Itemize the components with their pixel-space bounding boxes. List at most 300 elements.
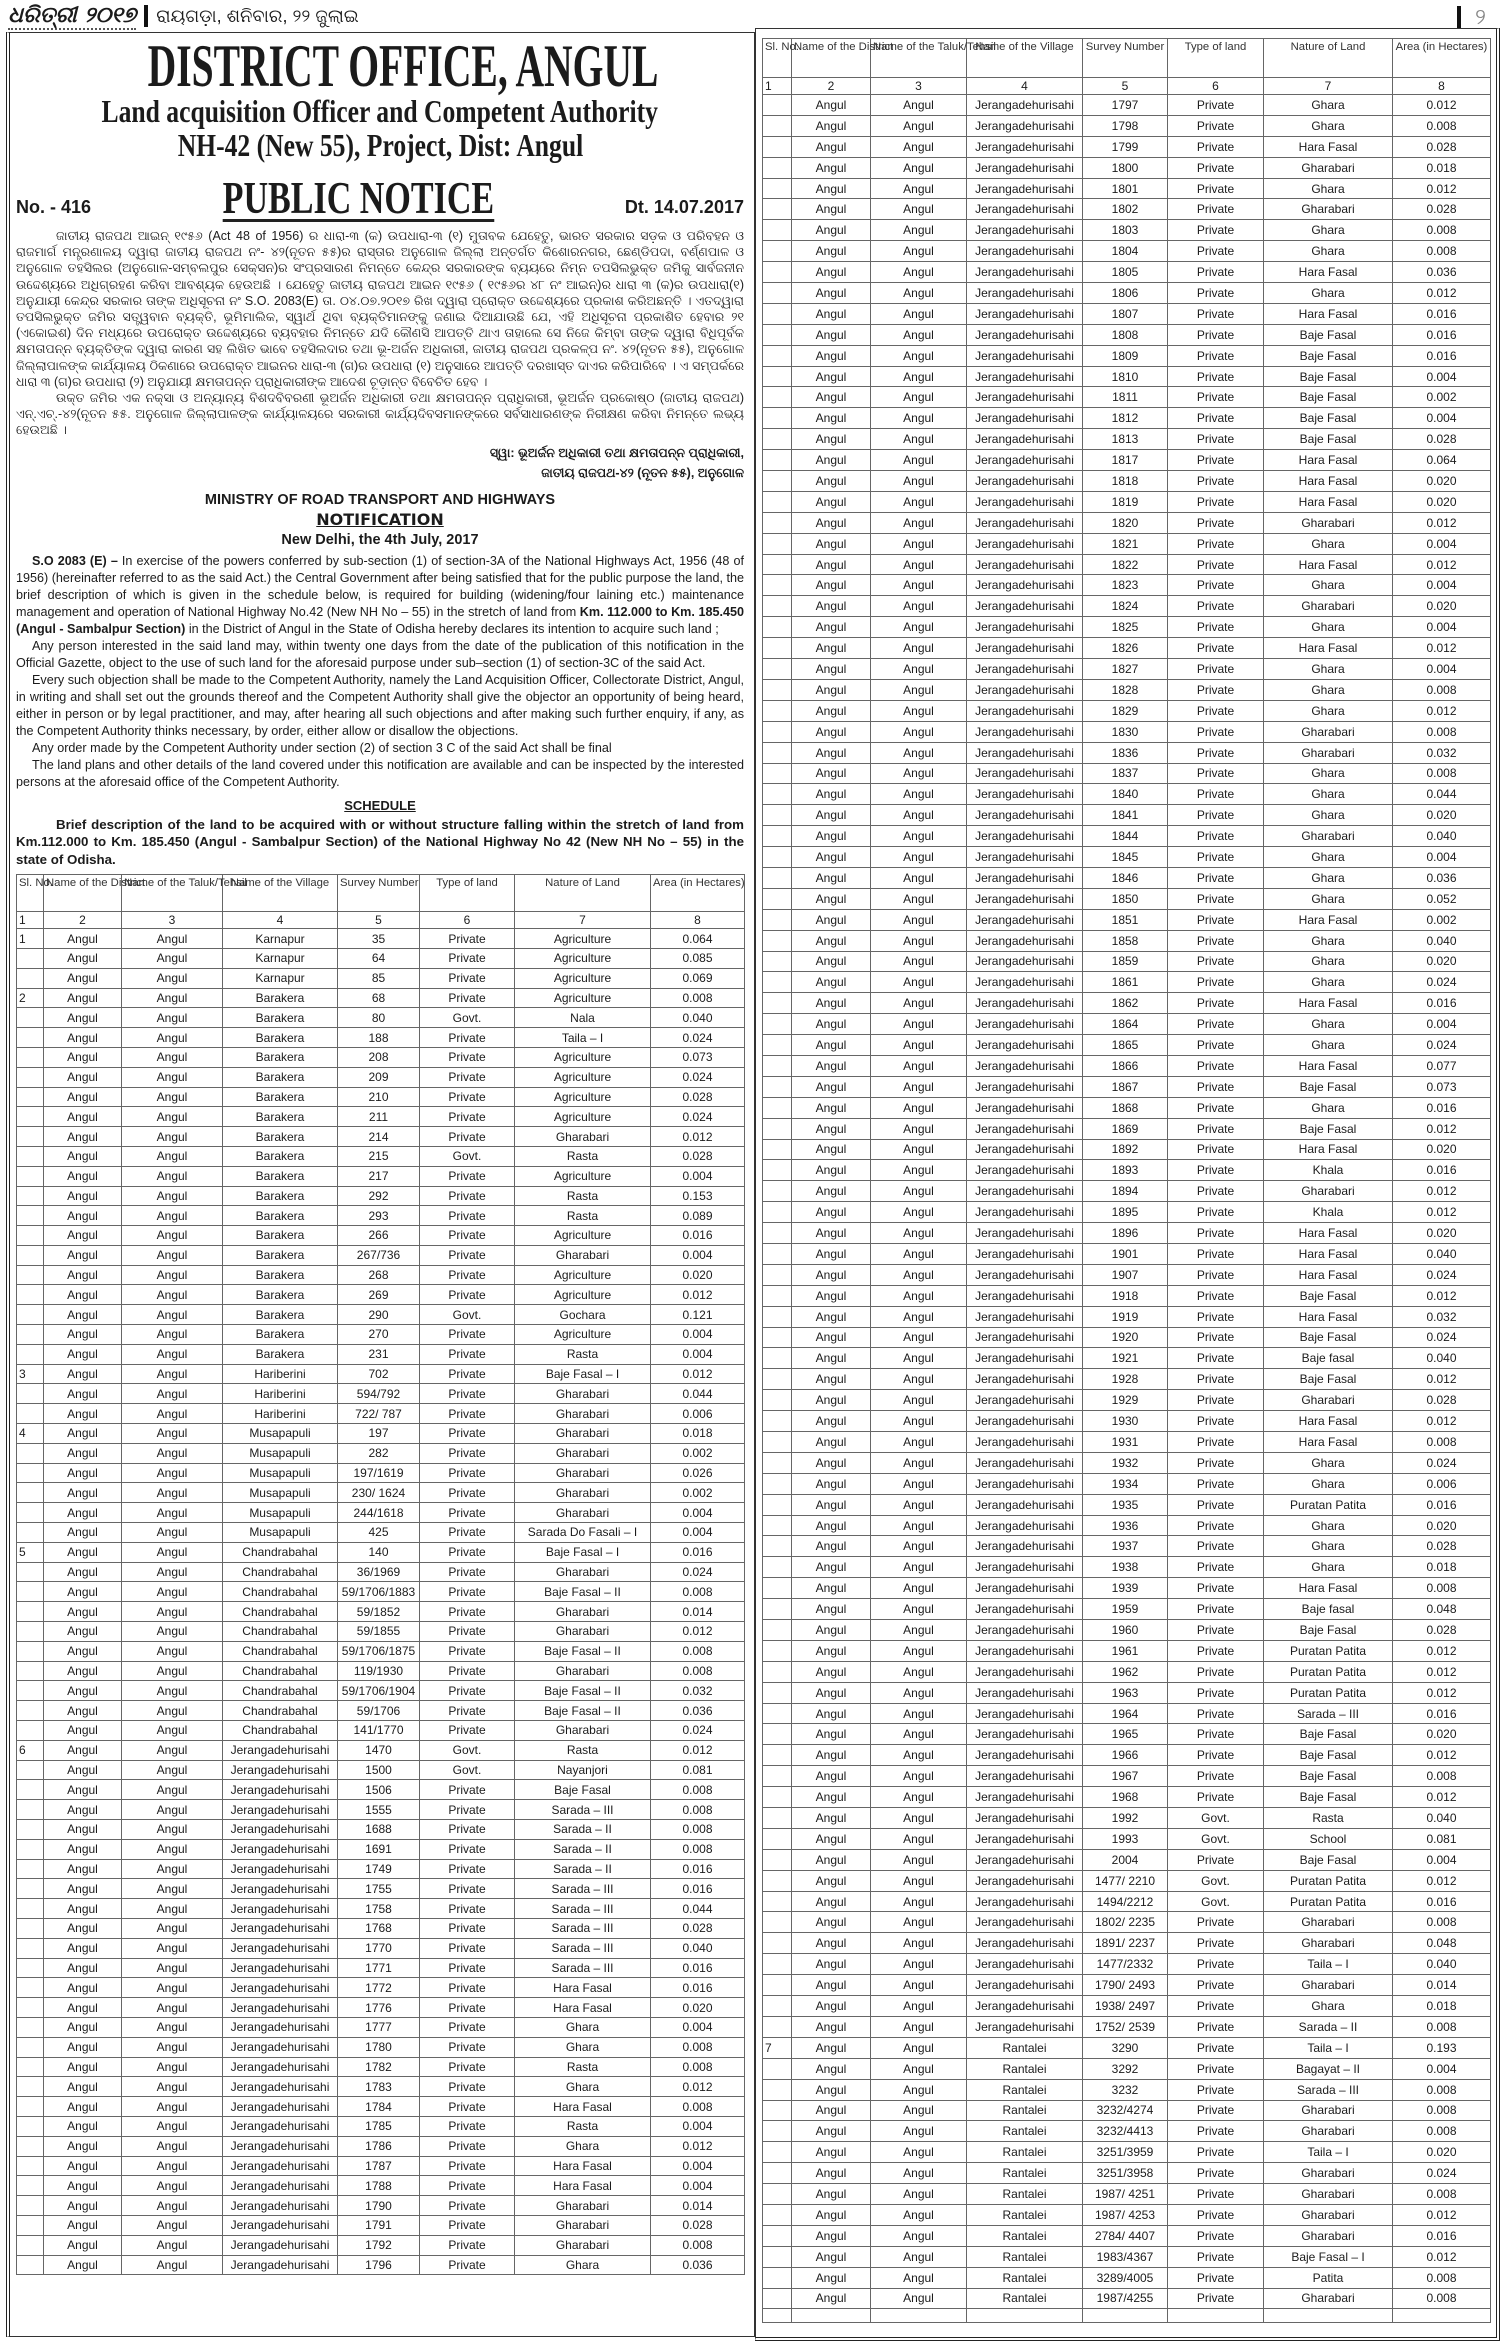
cell-district: Angul: [792, 450, 871, 471]
column-number: 8: [1393, 78, 1491, 95]
cell-area-hectares: 0.016: [1393, 993, 1491, 1014]
table-row: [763, 2016, 1491, 2037]
cell-taluk: Angul: [871, 2142, 967, 2163]
cell-nature-of-land: Hara Fasal: [1264, 638, 1393, 659]
text: In exercise of the powers conferred by sub-section (1) of section-3A of the National Highways Act, 1956 (48 of 1956) (hereinafter referred to as the said Act.) the Central Government after being satisfied that for the public purpose the land, the brief description of which is given in the schedule below, is required for building (widening/four laining etc.) maintenance management and operation of National Highway No.42 (New NH No – 55) in the stretch of land from: [16, 553, 745, 619]
cell-village: Jerangadehurisahi: [967, 345, 1083, 366]
column-number: 1: [17, 912, 44, 929]
cell-area-hectares: 0.002: [651, 1443, 745, 1463]
cell-taluk: Angul: [871, 1285, 967, 1306]
table-row: [17, 2176, 745, 2196]
cell-district: Angul: [792, 1306, 871, 1327]
cell-survey-number: 594/792: [338, 1384, 420, 1404]
cell-nature-of-land: Ghara: [1264, 1452, 1393, 1473]
cell-nature-of-land: Hara Fasal: [1264, 471, 1393, 492]
table-row: [763, 554, 1491, 575]
cell-district: Angul: [792, 1536, 871, 1557]
cell-district: Angul: [792, 345, 871, 366]
cell-village: Jerangadehurisahi: [223, 2215, 338, 2235]
cell-area-hectares: 0.008: [1393, 2121, 1491, 2142]
cell-type-of-land: Private: [1168, 2037, 1264, 2058]
cell-district: Angul: [44, 1206, 122, 1226]
cell-type-of-land: Private: [1168, 805, 1264, 826]
cell-sl-no: [763, 659, 792, 680]
cell-survey-number: 1846: [1083, 867, 1168, 888]
cell-taluk: Angul: [871, 1640, 967, 1661]
cell-village: Musapapuli: [223, 1503, 338, 1523]
cell-taluk: Angul: [122, 1226, 223, 1246]
cell-type-of-land: Private: [1168, 847, 1264, 868]
cell-type-of-land: Private: [1168, 951, 1264, 972]
cell-district: Angul: [792, 972, 871, 993]
cell-sl-no: [17, 1344, 44, 1364]
cell-village: Jerangadehurisahi: [223, 2196, 338, 2216]
cell-village: Barakera: [223, 1344, 338, 1364]
cell-survey-number: 1821: [1083, 533, 1168, 554]
cell-type-of-land: Private: [1168, 1243, 1264, 1264]
cell-nature-of-land: Nayanjori: [515, 1760, 651, 1780]
cell-survey-number: 270: [338, 1325, 420, 1345]
cell-area-hectares: 0.016: [651, 1879, 745, 1899]
cell-survey-number: 1785: [338, 2116, 420, 2136]
table-row: [763, 1975, 1491, 1996]
cell-type-of-land: Private: [1168, 2100, 1264, 2121]
cell-taluk: Angul: [871, 2037, 967, 2058]
table-row: [763, 930, 1491, 951]
cell-area-hectares: 0.002: [1393, 909, 1491, 930]
cell-village: Jerangadehurisahi: [967, 512, 1083, 533]
cell-type-of-land: Private: [1168, 1494, 1264, 1515]
cell-village: Karnapur: [223, 968, 338, 988]
cell-area-hectares: 0.008: [651, 1820, 745, 1840]
cell-nature-of-land: Hara Fasal: [1264, 1055, 1393, 1076]
cell-village: Jerangadehurisahi: [967, 1348, 1083, 1369]
cell-village: Barakera: [223, 1008, 338, 1028]
cell-nature-of-land: Baje Fasal: [1264, 1285, 1393, 1306]
cell-taluk: Angul: [871, 1661, 967, 1682]
cell-survey-number: 1918: [1083, 1285, 1168, 1306]
cell-sl-no: [17, 1146, 44, 1166]
table-row: [763, 2288, 1491, 2309]
cell-survey-number: 1829: [1083, 700, 1168, 721]
cell-village: Jerangadehurisahi: [967, 1264, 1083, 1285]
cell-type-of-land: Govt.: [1168, 1828, 1264, 1849]
cell-sl-no: [17, 1760, 44, 1780]
cell-survey-number: 1790: [338, 2196, 420, 2216]
cell-survey-number: 2784/ 4407: [1083, 2225, 1168, 2246]
cell-taluk: Angul: [871, 1264, 967, 1285]
cell-sl-no: [763, 2079, 792, 2100]
cell-taluk: Angul: [871, 1369, 967, 1390]
cell-survey-number: 1851: [1083, 909, 1168, 930]
cell-village: Jerangadehurisahi: [967, 115, 1083, 136]
cell-sl-no: [763, 2246, 792, 2267]
cell-nature-of-land: Ghara: [1264, 700, 1393, 721]
cell-district: Angul: [792, 638, 871, 659]
cell-blank: [967, 2309, 1083, 2323]
cell-type-of-land: Private: [420, 1424, 515, 1444]
cell-nature-of-land: Ghara: [1264, 575, 1393, 596]
cell-sl-no: [763, 1578, 792, 1599]
cell-nature-of-land: Gharabari: [1264, 1181, 1393, 1202]
cell-area-hectares: 0.008: [651, 1582, 745, 1602]
cell-type-of-land: Private: [1168, 1996, 1264, 2017]
cell-type-of-land: Private: [420, 2215, 515, 2235]
cell-sl-no: [763, 1264, 792, 1285]
cell-sl-no: [17, 1661, 44, 1681]
cell-sl-no: [763, 1536, 792, 1557]
cell-taluk: Angul: [871, 867, 967, 888]
cell-sl-no: [763, 512, 792, 533]
cell-area-hectares: 0.026: [651, 1463, 745, 1483]
cell-nature-of-land: Gharabari: [1264, 2288, 1393, 2309]
cell-village: Jerangadehurisahi: [967, 1014, 1083, 1035]
cell-type-of-land: Private: [1168, 1369, 1264, 1390]
cell-sl-no: [17, 1206, 44, 1226]
cell-village: Jerangadehurisahi: [967, 1703, 1083, 1724]
cell-type-of-land: Private: [1168, 1097, 1264, 1118]
column-number: 2: [792, 78, 871, 95]
cell-type-of-land: Private: [1168, 157, 1264, 178]
column-number: 8: [651, 912, 745, 929]
cell-village: Jerangadehurisahi: [967, 1243, 1083, 1264]
cell-village: Rantalei: [967, 2058, 1083, 2079]
cell-taluk: Angul: [871, 115, 967, 136]
cell-area-hectares: 0.004: [651, 1166, 745, 1186]
cell-nature-of-land: Ghara: [1264, 1557, 1393, 1578]
table-row: [763, 178, 1491, 199]
notice-subtitle-project: [16, 128, 744, 162]
cell-nature-of-land: Hara Fasal: [515, 2097, 651, 2117]
cell-survey-number: 1817: [1083, 450, 1168, 471]
table-row: [17, 1721, 745, 1741]
table-row: [763, 700, 1491, 721]
cell-type-of-land: Private: [1168, 1285, 1264, 1306]
cell-district: Angul: [44, 1166, 122, 1186]
cell-taluk: Angul: [871, 199, 967, 220]
cell-district: Angul: [792, 1432, 871, 1453]
cell-district: Angul: [792, 1640, 871, 1661]
cell-village: Jerangadehurisahi: [967, 1557, 1083, 1578]
table-row: [17, 1107, 745, 1127]
cell-sl-no: [763, 450, 792, 471]
column-header-sl-no: Sl. No.: [763, 39, 792, 78]
cell-nature-of-land: Baje Fasal: [1264, 1118, 1393, 1139]
cell-survey-number: 1824: [1083, 596, 1168, 617]
cell-area-hectares: 0.012: [1393, 1640, 1491, 1661]
cell-type-of-land: Private: [420, 1166, 515, 1186]
cell-sl-no: [763, 1118, 792, 1139]
cell-area-hectares: 0.016: [1393, 1891, 1491, 1912]
table-row: [763, 867, 1491, 888]
cell-survey-number: 59/1706/1904: [338, 1681, 420, 1701]
cell-type-of-land: Private: [420, 1958, 515, 1978]
cell-area-hectares: 0.020: [1393, 805, 1491, 826]
cell-area-hectares: 0.014: [1393, 1975, 1491, 1996]
cell-sl-no: [17, 1681, 44, 1701]
cell-taluk: Angul: [871, 157, 967, 178]
table-row: [17, 1740, 745, 1760]
schedule-table-right: [762, 38, 1491, 2323]
cell-survey-number: 1470: [338, 1740, 420, 1760]
cell-taluk: Angul: [122, 1503, 223, 1523]
cell-survey-number: 1837: [1083, 763, 1168, 784]
cell-district: Angul: [792, 1745, 871, 1766]
cell-type-of-land: Private: [420, 2017, 515, 2037]
cell-area-hectares: 0.008: [1393, 763, 1491, 784]
cell-village: Jerangadehurisahi: [967, 1661, 1083, 1682]
cell-nature-of-land: Hara Fasal: [1264, 554, 1393, 575]
table-row: [17, 1443, 745, 1463]
cell-type-of-land: Private: [1168, 2142, 1264, 2163]
table-row: [17, 2235, 745, 2255]
cell-area-hectares: 0.024: [1393, 1452, 1491, 1473]
cell-area-hectares: 0.048: [1393, 1933, 1491, 1954]
cell-type-of-land: Private: [1168, 1411, 1264, 1432]
table-row: [17, 2255, 745, 2275]
cell-type-of-land: Private: [1168, 826, 1264, 847]
cell-area-hectares: 0.004: [651, 1523, 745, 1543]
table-row: [17, 1285, 745, 1305]
notice-title: [16, 33, 744, 99]
cell-nature-of-land: Gharabari: [1264, 1975, 1393, 1996]
cell-area-hectares: 0.002: [1393, 387, 1491, 408]
cell-sl-no: [763, 1724, 792, 1745]
cell-taluk: Angul: [871, 1035, 967, 1056]
cell-type-of-land: Private: [420, 2057, 515, 2077]
cell-taluk: Angul: [871, 450, 967, 471]
cell-survey-number: 59/1706/1883: [338, 1582, 420, 1602]
cell-village: Rantalei: [967, 2142, 1083, 2163]
cell-sl-no: [763, 575, 792, 596]
cell-sl-no: [763, 2267, 792, 2288]
cell-village: Jerangadehurisahi: [223, 1760, 338, 1780]
cell-area-hectares: 0.012: [1393, 1787, 1491, 1808]
cell-area-hectares: 0.014: [651, 2196, 745, 2216]
cell-taluk: Angul: [871, 1703, 967, 1724]
cell-survey-number: 1755: [338, 1879, 420, 1899]
cell-nature-of-land: Hara Fasal: [1264, 1306, 1393, 1327]
table-row: [17, 1542, 745, 1562]
cell-nature-of-land: Agriculture: [515, 988, 651, 1008]
table-row: [763, 387, 1491, 408]
cell-type-of-land: Private: [1168, 2163, 1264, 2184]
cell-village: Musapapuli: [223, 1443, 338, 1463]
cell-district: Angul: [44, 1384, 122, 1404]
cell-area-hectares: 0.044: [1393, 784, 1491, 805]
cell-survey-number: 1810: [1083, 366, 1168, 387]
cell-taluk: Angul: [871, 1682, 967, 1703]
cell-village: Jerangadehurisahi: [967, 1055, 1083, 1076]
cell-survey-number: 1783: [338, 2077, 420, 2097]
cell-nature-of-land: Agriculture: [515, 1265, 651, 1285]
cell-area-hectares: 0.016: [1393, 1097, 1491, 1118]
cell-survey-number: 1752/ 2539: [1083, 2016, 1168, 2037]
table-row: [763, 1076, 1491, 1097]
cell-sl-no: [763, 1139, 792, 1160]
table-row: [763, 262, 1491, 283]
cell-survey-number: 214: [338, 1127, 420, 1147]
cell-type-of-land: Private: [1168, 742, 1264, 763]
cell-village: Barakera: [223, 1206, 338, 1226]
cell-area-hectares: 0.040: [1393, 1243, 1491, 1264]
signature-line: ଜାତୀୟ ରାଜପଥ-୪୨ (ନୂତନ ୫୫), ଅନୁଗୋଳ: [541, 465, 744, 480]
cell-nature-of-land: Ghara: [1264, 888, 1393, 909]
table-row: [763, 659, 1491, 680]
cell-taluk: Angul: [871, 1348, 967, 1369]
cell-type-of-land: Private: [1168, 1557, 1264, 1578]
cell-district: Angul: [792, 1557, 871, 1578]
cell-sl-no: [763, 1411, 792, 1432]
cell-type-of-land: Private: [1168, 2184, 1264, 2205]
cell-type-of-land: Private: [1168, 1348, 1264, 1369]
table-row: [17, 988, 745, 1008]
cell-area-hectares: 0.016: [651, 1859, 745, 1879]
cell-taluk: Angul: [871, 1139, 967, 1160]
cell-taluk: Angul: [871, 1181, 967, 1202]
cell-sl-no: [17, 1562, 44, 1582]
cell-sl-no: [763, 345, 792, 366]
cell-taluk: Angul: [871, 1202, 967, 1223]
cell-type-of-land: Private: [1168, 429, 1264, 450]
cell-village: Jerangadehurisahi: [223, 1879, 338, 1899]
cell-taluk: Angul: [122, 1740, 223, 1760]
cell-type-of-land: Private: [420, 1245, 515, 1265]
cell-taluk: Angul: [871, 930, 967, 951]
cell-village: Jerangadehurisahi: [967, 1724, 1083, 1745]
table-row: [17, 2037, 745, 2057]
cell-area-hectares: 0.020: [1393, 1139, 1491, 1160]
table-row: [763, 283, 1491, 304]
cell-area-hectares: 0.012: [651, 1285, 745, 1305]
cell-village: Jerangadehurisahi: [223, 2116, 338, 2136]
cell-taluk: Angul: [871, 659, 967, 680]
cell-district: Angul: [44, 2136, 122, 2156]
cell-taluk: Angul: [122, 2156, 223, 2176]
cell-nature-of-land: Ghara: [1264, 178, 1393, 199]
cell-survey-number: 722/ 787: [338, 1404, 420, 1424]
cell-district: Angul: [44, 1820, 122, 1840]
cell-type-of-land: Private: [420, 2255, 515, 2275]
cell-nature-of-land: Hara Fasal: [1264, 1578, 1393, 1599]
cell-village: Rantalei: [967, 2267, 1083, 2288]
cell-type-of-land: Private: [1168, 2246, 1264, 2267]
table-row: [763, 95, 1491, 116]
cell-type-of-land: Private: [1168, 178, 1264, 199]
cell-survey-number: 1798: [1083, 115, 1168, 136]
cell-area-hectares: 0.002: [651, 1483, 745, 1503]
cell-village: Jerangadehurisahi: [967, 1808, 1083, 1829]
table-row: [17, 1127, 745, 1147]
cell-district: Angul: [792, 283, 871, 304]
cell-nature-of-land: Ghara: [1264, 1035, 1393, 1056]
cell-nature-of-land: Baje Fasal: [1264, 1369, 1393, 1390]
cell-district: Angul: [792, 617, 871, 638]
cell-district: Angul: [792, 1160, 871, 1181]
cell-survey-number: 1895: [1083, 1202, 1168, 1223]
cell-nature-of-land: Sarada – II: [515, 1859, 651, 1879]
table-row: [17, 1899, 745, 1919]
cell-blank: [1393, 2309, 1491, 2323]
cell-taluk: Angul: [122, 2176, 223, 2196]
cell-sl-no: [763, 1870, 792, 1891]
cell-sl-no: [763, 2016, 792, 2037]
cell-district: Angul: [792, 1264, 871, 1285]
cell-type-of-land: Private: [1168, 1181, 1264, 1202]
cell-village: Jerangadehurisahi: [967, 1536, 1083, 1557]
cell-district: Angul: [44, 1226, 122, 1246]
table-row: [763, 2100, 1491, 2121]
cell-type-of-land: Private: [420, 1404, 515, 1424]
cell-taluk: Angul: [122, 1305, 223, 1325]
cell-district: Angul: [792, 993, 871, 1014]
cell-area-hectares: 0.024: [1393, 972, 1491, 993]
cell-type-of-land: Private: [1168, 2079, 1264, 2100]
cell-area-hectares: 0.006: [1393, 1473, 1491, 1494]
table-row: [763, 1452, 1491, 1473]
cell-taluk: Angul: [122, 1938, 223, 1958]
cell-type-of-land: Private: [420, 1998, 515, 2018]
cell-taluk: Angul: [871, 1055, 967, 1076]
cell-sl-no: [763, 2204, 792, 2225]
cell-survey-number: 1796: [338, 2255, 420, 2275]
cell-area-hectares: 0.024: [1393, 1035, 1491, 1056]
cell-nature-of-land: Gharabari: [1264, 199, 1393, 220]
notice-date: Dt. 14.07.2017: [624, 197, 744, 217]
cell-area-hectares: 0.024: [1393, 1327, 1491, 1348]
cell-area-hectares: 0.020: [1393, 1223, 1491, 1244]
cell-district: Angul: [44, 948, 122, 968]
cell-village: Jerangadehurisahi: [223, 1899, 338, 1919]
cell-village: Jerangadehurisahi: [967, 199, 1083, 220]
cell-area-hectares: 0.044: [651, 1899, 745, 1919]
cell-taluk: Angul: [871, 847, 967, 868]
cell-taluk: Angul: [122, 1978, 223, 1998]
table-row: [17, 1483, 745, 1503]
cell-district: Angul: [792, 1118, 871, 1139]
notice-number: No. - 416: [16, 197, 92, 217]
column-number: 6: [420, 912, 515, 929]
cell-survey-number: 3232/4413: [1083, 2121, 1168, 2142]
cell-survey-number: 1894: [1083, 1181, 1168, 1202]
cell-nature-of-land: Gochara: [515, 1305, 651, 1325]
cell-nature-of-land: Ghara: [1264, 867, 1393, 888]
cell-area-hectares: 0.008: [1393, 2100, 1491, 2121]
cell-district: Angul: [792, 1975, 871, 1996]
cell-sl-no: [763, 1369, 792, 1390]
cell-village: Jerangadehurisahi: [223, 1958, 338, 1978]
cell-type-of-land: Private: [420, 1701, 515, 1721]
cell-type-of-land: Private: [420, 1562, 515, 1582]
cell-district: Angul: [792, 909, 871, 930]
cell-area-hectares: 0.028: [1393, 136, 1491, 157]
cell-district: Angul: [44, 1582, 122, 1602]
cell-sl-no: [763, 1390, 792, 1411]
cell-area-hectares: 0.008: [1393, 1912, 1491, 1933]
cell-nature-of-land: Hara Fasal: [1264, 1264, 1393, 1285]
cell-area-hectares: 0.028: [1393, 429, 1491, 450]
cell-village: Jerangadehurisahi: [223, 2057, 338, 2077]
cell-nature-of-land: Gharabari: [515, 1562, 651, 1582]
cell-survey-number: 3290: [1083, 2037, 1168, 2058]
cell-taluk: Angul: [871, 491, 967, 512]
table-row: [763, 345, 1491, 366]
cell-taluk: Angul: [122, 1542, 223, 1562]
cell-district: Angul: [792, 826, 871, 847]
table-row: [17, 1523, 745, 1543]
notice-column-left: [16, 33, 745, 2275]
cell-taluk: Angul: [871, 2267, 967, 2288]
